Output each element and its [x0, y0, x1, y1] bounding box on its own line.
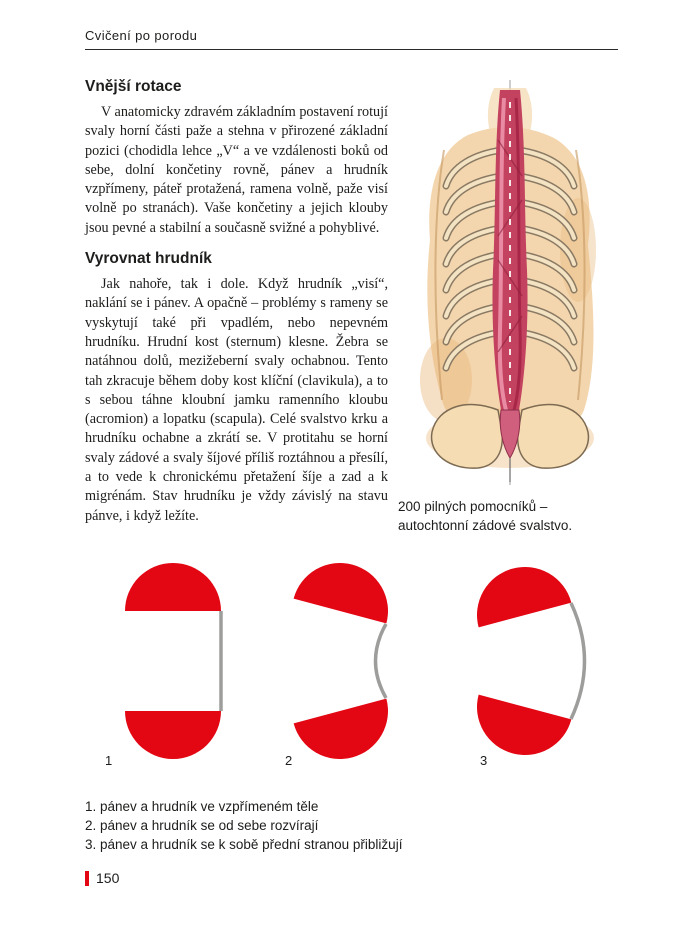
diagram-row	[85, 553, 620, 781]
figure-caption: 200 pilných pomocníků – autochtonní zádové svalstvo.	[398, 499, 573, 533]
back-muscles	[492, 90, 527, 410]
legend-item-2: 2. pánev a hrudník se od sebe rozvírají	[85, 818, 319, 833]
page-number-accent-bar	[85, 871, 89, 886]
thorax-disc	[125, 563, 221, 611]
diagram-label-1: 1	[105, 753, 113, 768]
diagram-opening	[285, 553, 399, 770]
text-column	[85, 78, 388, 536]
section-heading-align-chest: Vyrovnat hrudník	[85, 250, 212, 268]
spine-line-extended	[376, 624, 387, 698]
running-header: Cvičení po porodu	[85, 28, 198, 43]
section-body-align-chest: Jak nahoře, tak i dole. Když hrudník „visí“, naklání se i pánev. A opačně – problémy s rameny se vyskytují také při vpadlém, nebo nepevném hrudníku. Hrudní kost (sternum) klesne. Žebra se natáhnou dolů, mezižeberní svaly ochabnou. Tento tah zkracuje během doby kost klíční (clavikula), a to s sebou táhne kloubní jamku ramenního kloubu (acromion) a lopatku (scapula). Celé svalstvo krku a hrudníku ochabne a zkrátí se. V protitahu se horní svaly zádové a svaly šíjové příliš roztáhnou a přesílí, a to vede k chronickému přetažení šíje a zad a k migrénám. Stav hrudníku je vždy závislý na stavu pánve, i když ležíte.	[85, 276, 388, 524]
thorax-disc	[294, 553, 399, 623]
section-heading-outer-rotation: Vnější rotace	[85, 78, 182, 95]
header-rule	[85, 49, 618, 50]
legend-item-1: 1. pánev a hrudník ve vzpřímeném těle	[85, 799, 319, 814]
thorax-disc	[466, 556, 571, 627]
legend-item-3: 3. pánev a hrudník se k sobě přední stranou přibližují	[85, 837, 403, 852]
diagram-upright	[105, 563, 221, 768]
diagram-label-3: 3	[480, 753, 488, 768]
section-body-outer-rotation: V anatomicky zdravém základním postavení rotují svaly horní části paže a stehna v přirozené základní pozici (chodidla lehce „V“ a ve vzdálenosti boků od sebe, dolní končetiny rovně, pánev a hrudník vzpřímeny, páteř protažená, ramena volně, paže visí volně po stranách). Vaše končetiny a jejich klouby jsou pevné a stabilní a současně svižné a pohyblivé.	[85, 104, 388, 236]
figure-back-muscles	[398, 80, 622, 535]
spine-line-flexed	[571, 603, 585, 719]
spine-illustration	[398, 80, 620, 485]
diagram-closing	[466, 556, 584, 768]
page-footer	[85, 870, 119, 886]
pelvis-disc	[294, 699, 399, 770]
pelvis	[432, 405, 589, 482]
diagram-legend	[85, 797, 402, 854]
pelvis-thorax-diagrams	[85, 553, 620, 781]
diagram-label-2: 2	[285, 753, 293, 768]
page-number: 150	[96, 870, 120, 886]
pelvis-disc	[125, 711, 221, 759]
